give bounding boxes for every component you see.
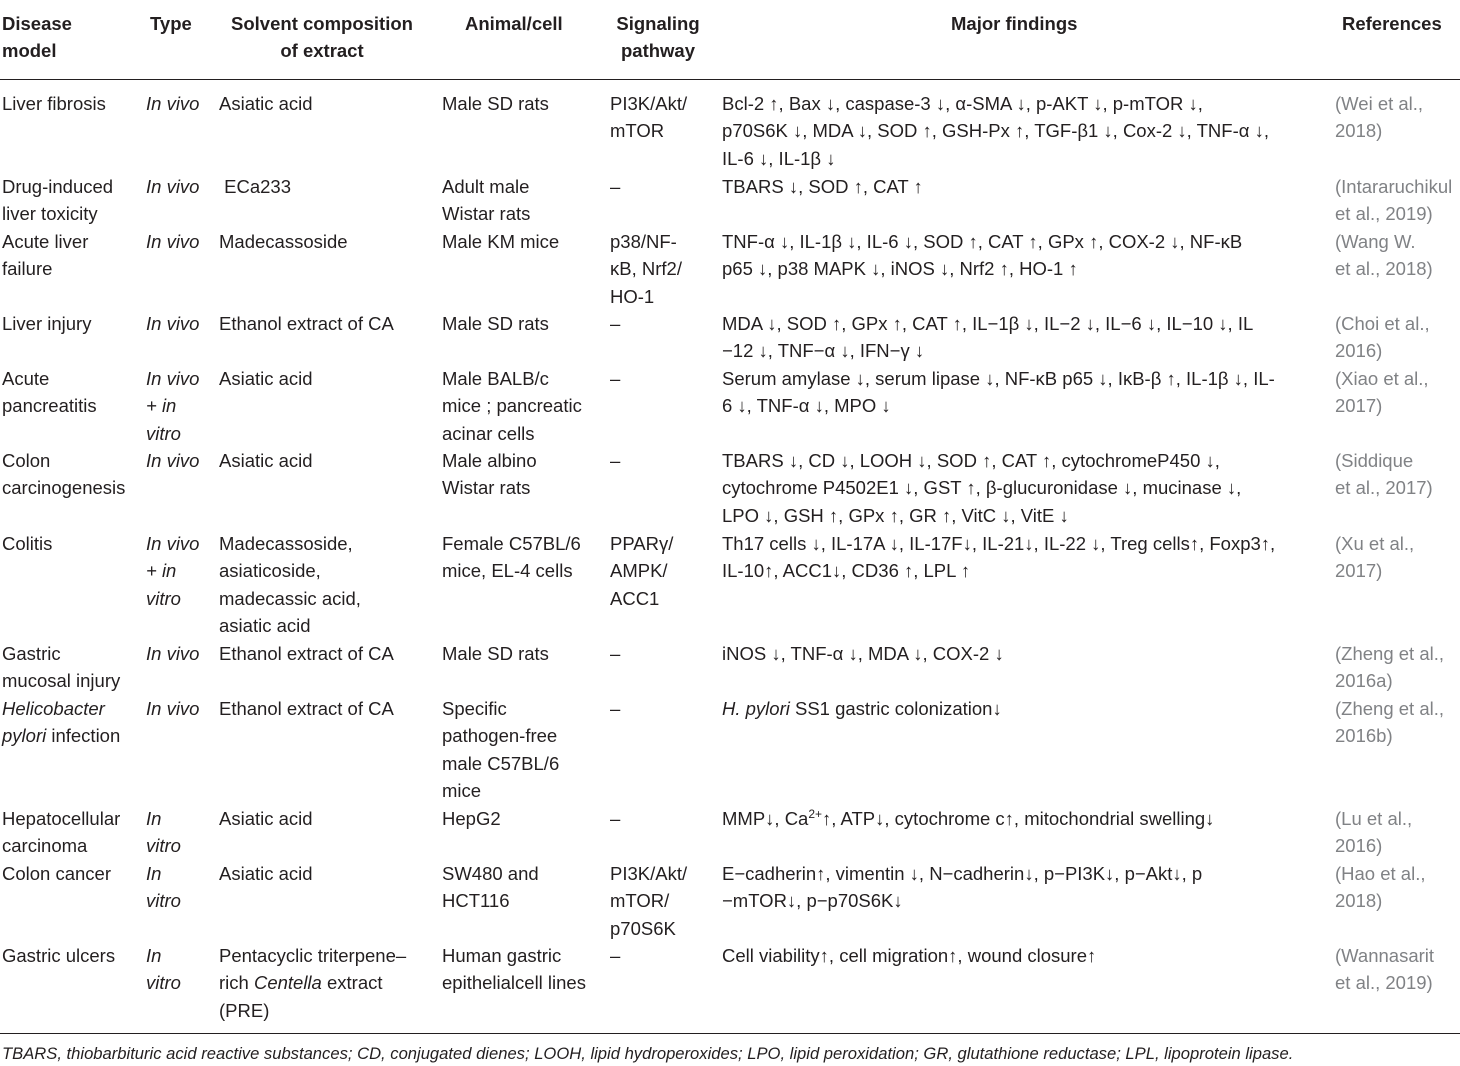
cell-animal: Adult male Wistar rats bbox=[442, 176, 531, 225]
cell-signal: p38/NF- κB, Nrf2/ HO-1 bbox=[610, 231, 682, 307]
header-signaling-pathway: Signaling pathway bbox=[616, 13, 700, 61]
cell-disease: Drug-induced liver toxicity bbox=[2, 176, 114, 225]
cell-signal: PI3K/Akt/ mTOR/ p70S6K bbox=[610, 863, 688, 939]
cell-findings: iNOS ↓, TNF-α ↓, MDA ↓, COX-2 ↓ bbox=[722, 643, 1004, 664]
cell-findings: TNF-α ↓, IL-1β ↓, IL-6 ↓, SOD ↑, CAT ↑, GPx ↑, COX-2 ↓, NF-κB p65 ↓, p38 MAPK ↓, iNOS ↓, Nrf2 ↑, HO-1 ↑ bbox=[722, 231, 1243, 280]
cell-solvent: Madecassoside, asiaticoside, madecassic acid, asiatic acid bbox=[219, 533, 361, 637]
cell-signal: – bbox=[610, 368, 621, 389]
header-disease-model: Disease model bbox=[2, 13, 72, 61]
header-references: References bbox=[1342, 13, 1442, 34]
cell-reference: (Wang W. et al., 2018) bbox=[1335, 231, 1433, 280]
cell-disease: Hepatocellular carcinoma bbox=[2, 808, 121, 857]
cell-animal: Male albino Wistar rats bbox=[442, 450, 537, 499]
table-footnote: TBARS, thiobarbituric acid reactive substances; CD, conjugated dienes; LOOH, lipid hydroperoxides; LPO, lipid peroxidation; GR, glutathione reductase; LPL, lipoprotein lipase. bbox=[2, 1044, 1294, 1063]
header-divider bbox=[0, 79, 1460, 80]
cell-animal: Male SD rats bbox=[442, 643, 549, 664]
cell-findings: Cell viability↑, cell migration↑, wound closure↑ bbox=[722, 945, 1097, 966]
cell-type: In vivo bbox=[146, 176, 200, 197]
cell-solvent: Ethanol extract of CA bbox=[219, 698, 394, 719]
cell-signal: – bbox=[610, 643, 621, 664]
cell-animal: Specific pathogen-free male C57BL/6 mice bbox=[442, 698, 560, 802]
cell-reference: (Xu et al., 2017) bbox=[1335, 533, 1415, 582]
cell-animal: SW480 and HCT116 bbox=[442, 863, 539, 912]
cell-findings: TBARS ↓, SOD ↑, CAT ↑ bbox=[722, 176, 923, 197]
header-type: Type bbox=[150, 13, 192, 34]
header-solvent: Solvent composition of extract bbox=[231, 13, 413, 61]
cell-signal: – bbox=[610, 698, 621, 719]
cell-animal: HepG2 bbox=[442, 808, 501, 829]
cell-animal: Male KM mice bbox=[442, 231, 560, 252]
header-major-findings: Major findings bbox=[951, 13, 1078, 34]
cell-animal: Male SD rats bbox=[442, 93, 549, 114]
cell-solvent: ECa233 bbox=[219, 176, 291, 197]
table-header bbox=[0, 10, 1460, 70]
cell-disease: Liver fibrosis bbox=[2, 93, 106, 114]
cell-reference: (Wannasarit et al., 2019) bbox=[1335, 945, 1435, 994]
cell-solvent: Asiatic acid bbox=[219, 808, 313, 829]
cell-type: In vivo bbox=[146, 698, 200, 719]
cell-type: In vivo bbox=[146, 643, 200, 664]
cell-reference: (Xiao et al., 2017) bbox=[1335, 368, 1429, 417]
cell-signal: – bbox=[610, 945, 621, 966]
cell-findings: Serum amylase ↓, serum lipase ↓, NF-κB p65 ↓, IκB-β ↑, IL-1β ↓, IL- 6 ↓, TNF-α ↓, MPO ↓ bbox=[722, 368, 1275, 417]
cell-disease: Colon carcinogenesis bbox=[2, 450, 126, 499]
cell-animal: Male BALB/c mice ; pancreatic acinar cells bbox=[442, 368, 582, 444]
cell-solvent: Madecassoside bbox=[219, 231, 348, 252]
cell-disease: Colitis bbox=[2, 533, 53, 554]
cell-type: In vivo bbox=[146, 313, 200, 334]
cell-reference: (Zheng et al., 2016a) bbox=[1335, 643, 1445, 692]
cell-reference: (Intararuchikul et al., 2019) bbox=[1335, 176, 1453, 225]
cell-solvent: Ethanol extract of CA bbox=[219, 313, 394, 334]
cell-findings: Th17 cells ↓, IL-17A ↓, IL-17F↓, IL-21↓, IL-22 ↓, Treg cells↑, Foxp3↑, IL-10↑, ACC1↓, CD36 ↑, LPL ↑ bbox=[722, 533, 1276, 582]
cell-findings: Bcl-2 ↑, Bax ↓, caspase-3 ↓, α-SMA ↓, p-AKT ↓, p-mTOR ↓, p70S6K ↓, MDA ↓, SOD ↑, GSH-Px ↑, TGF-β1 ↓, Cox-2 ↓, TNF-α ↓, IL-6 ↓, IL-1β ↓ bbox=[722, 93, 1269, 169]
cell-reference: (Choi et al., 2016) bbox=[1335, 313, 1430, 362]
cell-type: In vivo + in vitro bbox=[146, 533, 200, 609]
cell-solvent: Asiatic acid bbox=[219, 368, 313, 389]
cell-type: In vitro bbox=[146, 863, 181, 912]
cell-disease: Helicobacter pylori infection bbox=[2, 698, 121, 747]
cell-signal: – bbox=[610, 176, 621, 197]
header-animal-cell: Animal/cell bbox=[465, 13, 563, 34]
cell-findings: E−cadherin↑, vimentin ↓, N−cadherin↓, p−PI3K↓, p−Akt↓, p −mTOR↓, p−p70S6K↓ bbox=[722, 863, 1203, 912]
cell-signal: PI3K/Akt/ mTOR bbox=[610, 93, 688, 142]
cell-findings: MDA ↓, SOD ↑, GPx ↑, CAT ↑, IL−1β ↓, IL−2 ↓, IL−6 ↓, IL−10 ↓, IL −12 ↓, TNF−α ↓, IFN−γ ↓ bbox=[722, 313, 1254, 362]
cell-solvent: Asiatic acid bbox=[219, 450, 313, 471]
cell-solvent: Pentacyclic triterpene– rich Centella extract (PRE) bbox=[219, 945, 407, 1021]
cell-type: In vivo bbox=[146, 231, 200, 252]
cell-type: In vivo + in vitro bbox=[146, 368, 200, 444]
cell-solvent: Ethanol extract of CA bbox=[219, 643, 394, 664]
cell-animal: Female C57BL/6 mice, EL-4 cells bbox=[442, 533, 581, 582]
cell-disease: Acute pancreatitis bbox=[2, 368, 97, 417]
cell-type: In vitro bbox=[146, 945, 181, 994]
cell-disease: Liver injury bbox=[2, 313, 92, 334]
cell-findings: MMP↓, $Ca^{2+}↑$, ATP↓, cytochrome c↑, mitochondrial swelling↓ bbox=[722, 807, 1215, 829]
cell-disease: Gastric ulcers bbox=[2, 945, 116, 966]
cell-reference: (Zheng et al., 2016b) bbox=[1335, 698, 1445, 747]
cell-animal: Male SD rats bbox=[442, 313, 549, 334]
cell-reference: (Hao et al., 2018) bbox=[1335, 863, 1426, 912]
cell-reference: (Wei et al., 2018) bbox=[1335, 93, 1424, 142]
cell-signal: PPARγ/ AMPK/ ACC1 bbox=[610, 533, 674, 609]
cell-disease: Colon cancer bbox=[2, 863, 112, 884]
cell-solvent: Asiatic acid bbox=[219, 93, 313, 114]
cell-disease: Gastric mucosal injury bbox=[2, 643, 121, 692]
cell-type: In vivo bbox=[146, 93, 200, 114]
cell-animal: Human gastric epithelialcell lines bbox=[442, 945, 586, 994]
cell-signal: – bbox=[610, 313, 621, 334]
cell-disease: Acute liver failure bbox=[2, 231, 89, 280]
cell-solvent: Asiatic acid bbox=[219, 863, 313, 884]
cell-signal: – bbox=[610, 450, 621, 471]
cell-findings: TBARS ↓, CD ↓, LOOH ↓, SOD ↑, CAT ↑, cytochromeP450 ↓, cytochrome P4502E1 ↓, GST ↑, β-glucuronidase ↓, mucinase ↓, LPO ↓, GSH ↑, GPx ↑, GR ↑, VitC ↓, VitE ↓ bbox=[722, 450, 1242, 526]
cell-type: In vitro bbox=[146, 808, 181, 857]
cell-reference: (Siddique et al., 2017) bbox=[1335, 450, 1433, 499]
cell-reference: (Lu et al., 2016) bbox=[1335, 808, 1413, 857]
cell-type: In vivo bbox=[146, 450, 200, 471]
cell-findings: H. pylori SS1 gastric colonization↓ bbox=[722, 698, 1002, 719]
cell-signal: – bbox=[610, 808, 621, 829]
footer-divider bbox=[0, 1033, 1460, 1034]
